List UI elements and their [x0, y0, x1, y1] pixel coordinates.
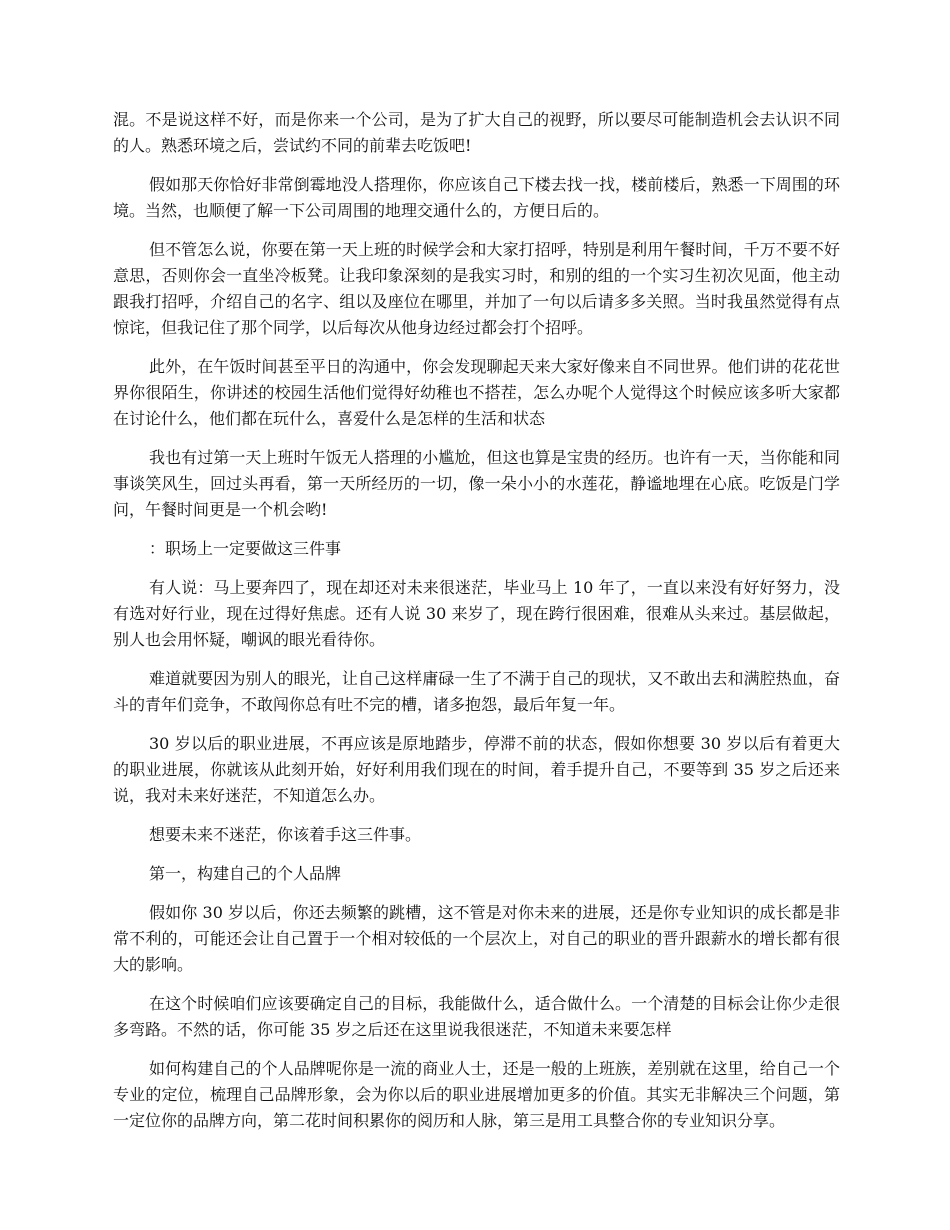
paragraph-2: 假如那天你恰好非常倒霉地没人搭理你，你应该自己下楼去找一找，楼前楼后，熟悉一下周围的环境。当然，也顺便了解一下公司周围的地理交通什么的，方便日后的。 — [113, 175, 840, 220]
paragraph-8: 难道就要因为别人的眼光，让自己这样庸碌一生了不满于自己的现状，又不敢出去和满腔热血，奋斗的青年们竞争，不敢闯你总有吐不完的槽，诸多抱怨，最后年复一年。 — [113, 669, 840, 714]
paragraph-10: 想要未来不迷茫，你该着手这三件事。 — [149, 825, 422, 844]
paragraph-9: 30 岁以后的职业进展，不再应该是原地踏步，停滞不前的状态，假如你想要 30 岁以后有着更大的职业进展，你就该从此刻开始，好好利用我们现在的时间，着手提升自己，不要等到 35 岁之后还来说，我对未来好迷茫，不知道怎么办。 — [113, 734, 840, 805]
paragraph-5: 我也有过第一天上班时午饭无人搭理的小尴尬，但这也算是宝贵的经历。也许有一天，当你能和同事谈笑风生，回过头再看，第一天所经历的一切，像一朵小小的水莲花，静谧地埋在心底。吃饭是门学问，午餐时间更是一个机会哟! — [113, 448, 840, 519]
document-page — [113, 107, 840, 1147]
paragraph-13: 在这个时候咱们应该要确定自己的目标，我能做什么，适合做什么。一个清楚的目标会让你少走很多弯路。不然的话，你可能 35 岁之后还在这里说我很迷茫，不知道未来要怎样 — [113, 994, 840, 1039]
paragraph-3: 但不管怎么说，你要在第一天上班的时候学会和大家打招呼，特别是利用午餐时间，千万不要不好意思，否则你会一直坐冷板凳。让我印象深刻的是我实习时，和别的组的一个实习生初次见面，他主动跟我打招呼，介绍自己的名字、组以及座位在哪里，并加了一句以后请多多关照。当时我虽然觉得有点惊诧，但我记住了那个同学，以后每次从他身边经过都会打个招呼。 — [113, 240, 840, 337]
section-heading: ：职场上一定要做这三件事 — [149, 539, 342, 558]
paragraph-1: 混。不是说这样不好，而是你来一个公司，是为了扩大自己的视野，所以要尽可能制造机会去认识不同的人。熟悉环境之后，尝试约不同的前辈去吃饭吧! — [113, 110, 840, 155]
paragraph-14: 如何构建自己的个人品牌呢你是一流的商业人士，还是一般的上班族，差别就在这里，给自己一个专业的定位，梳理自己品牌形象，会为你以后的职业进展增加更多的价值。其实无非解决三个问题，第一定位你的品牌方向，第二花时间积累你的阅历和人脉，第三是用工具整合你的专业知识分享。 — [113, 1059, 840, 1130]
subheading-first: 第一，构建自己的个人品牌 — [149, 864, 342, 883]
paragraph-7: 有人说：马上要奔四了，现在却还对未来很迷茫，毕业马上 10 年了，一直以来没有好好努力，没有选对好行业，现在过得好焦虑。还有人说 30 来岁了，现在跨行很困难，很难从头来过。基层做起，别人也会用怀疑，嘲讽的眼光看待你。 — [113, 578, 840, 649]
paragraph-4: 此外，在午饭时间甚至平日的沟通中，你会发现聊起天来大家好像来自不同世界。他们讲的花花世界你很陌生，你讲述的校园生活他们觉得好幼稚也不搭茬，怎么办呢个人觉得这个时候应该多听大家都在讨论什么，他们都在玩什么，喜爱什么是怎样的生活和状态 — [113, 357, 840, 428]
paragraph-12: 假如你 30 岁以后，你还去频繁的跳槽，这不管是对你未来的进展，还是你专业知识的成长都是非常不利的，可能还会让自己置于一个相对较低的一个层次上，对自己的职业的晋升跟薪水的增长都有很大的影响。 — [113, 903, 840, 974]
